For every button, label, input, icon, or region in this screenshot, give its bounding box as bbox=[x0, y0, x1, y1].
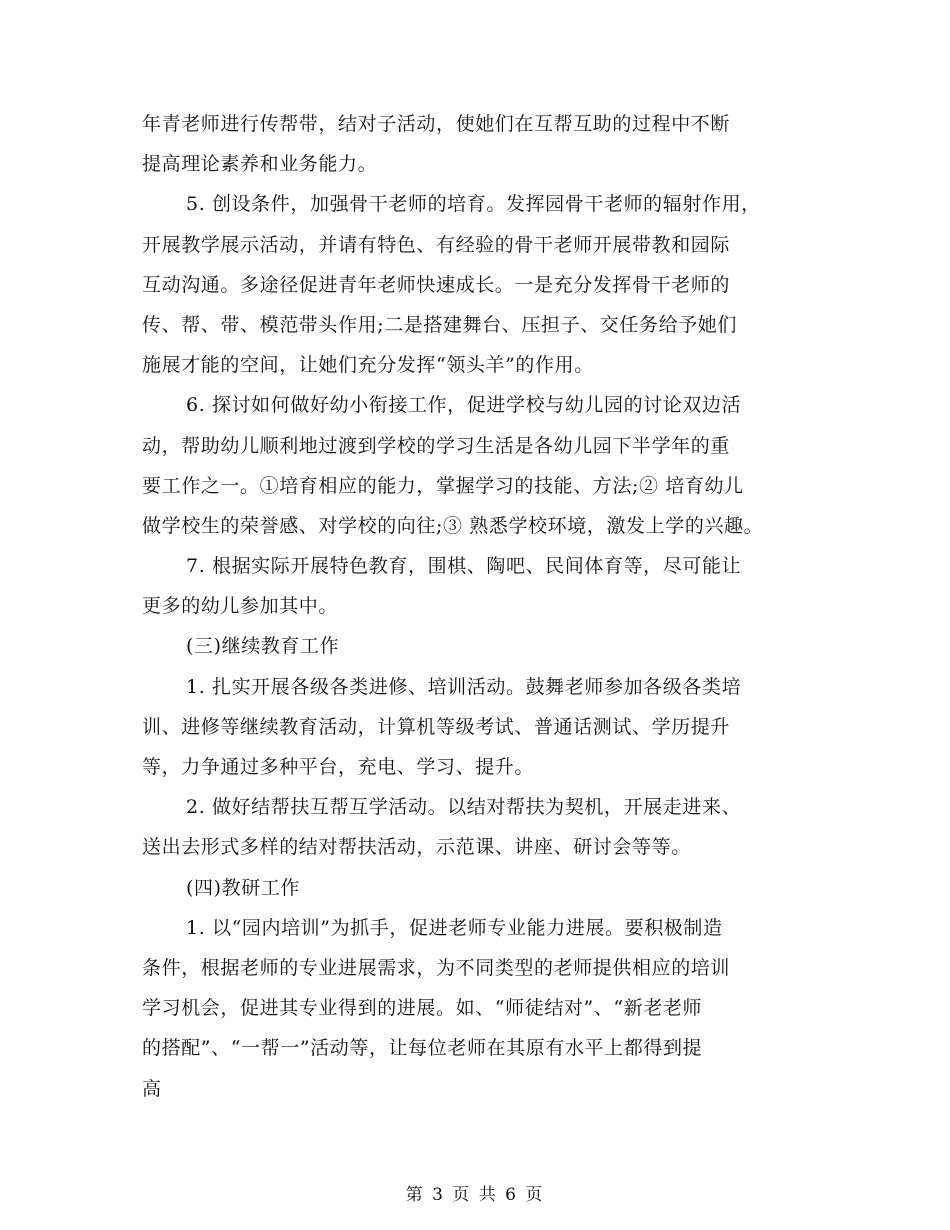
paragraph-6-start: 6. 探讨如何做好幼小衔接工作，促进学校与幼儿园的讨论双边活 bbox=[186, 394, 742, 417]
paragraph-7-start: 7. 根据实际开展特色教育，围棋、陶吧、民间体育等，尽可能让 bbox=[186, 555, 742, 578]
document-body bbox=[142, 104, 822, 1109]
text-line: 要工作之一。①培育相应的能力，掌握学习的技能、方法;② 培育幼儿 bbox=[142, 474, 744, 497]
text-line: 等，力争通过多种平台，充电、学习、提升。 bbox=[142, 756, 535, 778]
paragraph-2-start: 2. 做好结帮扶互帮互学活动。以结对帮扶为契机，开展走进来、 bbox=[186, 796, 742, 819]
page-number-footer: 第 3 页 共 6 页 bbox=[405, 1185, 545, 1205]
text-line: 高 bbox=[142, 1077, 162, 1100]
text-line: 互动沟通。多途径促进青年老师快速成长。一是充分发挥骨干老师的 bbox=[142, 273, 731, 296]
text-line: 条件，根据老师的专业进展需求，为不同类型的老师提供相应的培训 bbox=[142, 956, 731, 979]
text-line: 施展才能的空间，让她们充分发挥“领头羊”的作用。 bbox=[142, 354, 594, 377]
paragraph-5-start: 5. 创设条件，加强骨干老师的培育。发挥园骨干老师的辐射作用， bbox=[186, 193, 761, 216]
text-line: 更多的幼儿参加其中。 bbox=[142, 595, 339, 618]
text-line: 提高理论素养和业务能力。 bbox=[142, 153, 378, 176]
text-line: 做学校生的荣誉感、对学校的向往;③ 熟悉学校环境，激发上学的兴趣。 bbox=[142, 514, 764, 537]
paragraph-1-start: 1. 扎实开展各级各类进修、培训活动。鼓舞老师参加各级各类培 bbox=[186, 675, 742, 698]
section-heading-continuing-education: (三)继续教育工作 bbox=[186, 635, 340, 658]
section-heading-teaching-research: (四)教研工作 bbox=[186, 876, 301, 899]
text-line: 训、进修等继续教育活动，计算机等级考试、普通话测试、学历提升 bbox=[142, 715, 731, 738]
text-line: 年青老师进行传帮带，结对子活动，使她们在互帮互助的过程中不断 bbox=[142, 113, 731, 135]
text-line: 动，帮助幼儿顺利地过渡到学校的学习生活是各幼儿园下半学年的重 bbox=[142, 434, 731, 457]
text-line: 开展教学展示活动，并请有特色、有经验的骨干老师开展带教和园际 bbox=[142, 233, 731, 256]
text-line: 的搭配”、“一帮一”活动等，让每位老师在其原有水平上都得到提 bbox=[142, 1037, 703, 1060]
paragraph-1-start: 1. 以“园内培训”为抓手，促进老师专业能力进展。要积极制造 bbox=[186, 916, 723, 939]
text-line: 学习机会，促进其专业得到的进展。如、“师徒结对”、“新老老师 bbox=[142, 997, 703, 1020]
text-line: 传、帮、带、模范带头作用;二是搭建舞台、压担子、交任务给予她们 bbox=[142, 313, 738, 336]
text-line: 送出去形式多样的结对帮扶活动，示范课、讲座、研讨会等等。 bbox=[142, 836, 691, 859]
